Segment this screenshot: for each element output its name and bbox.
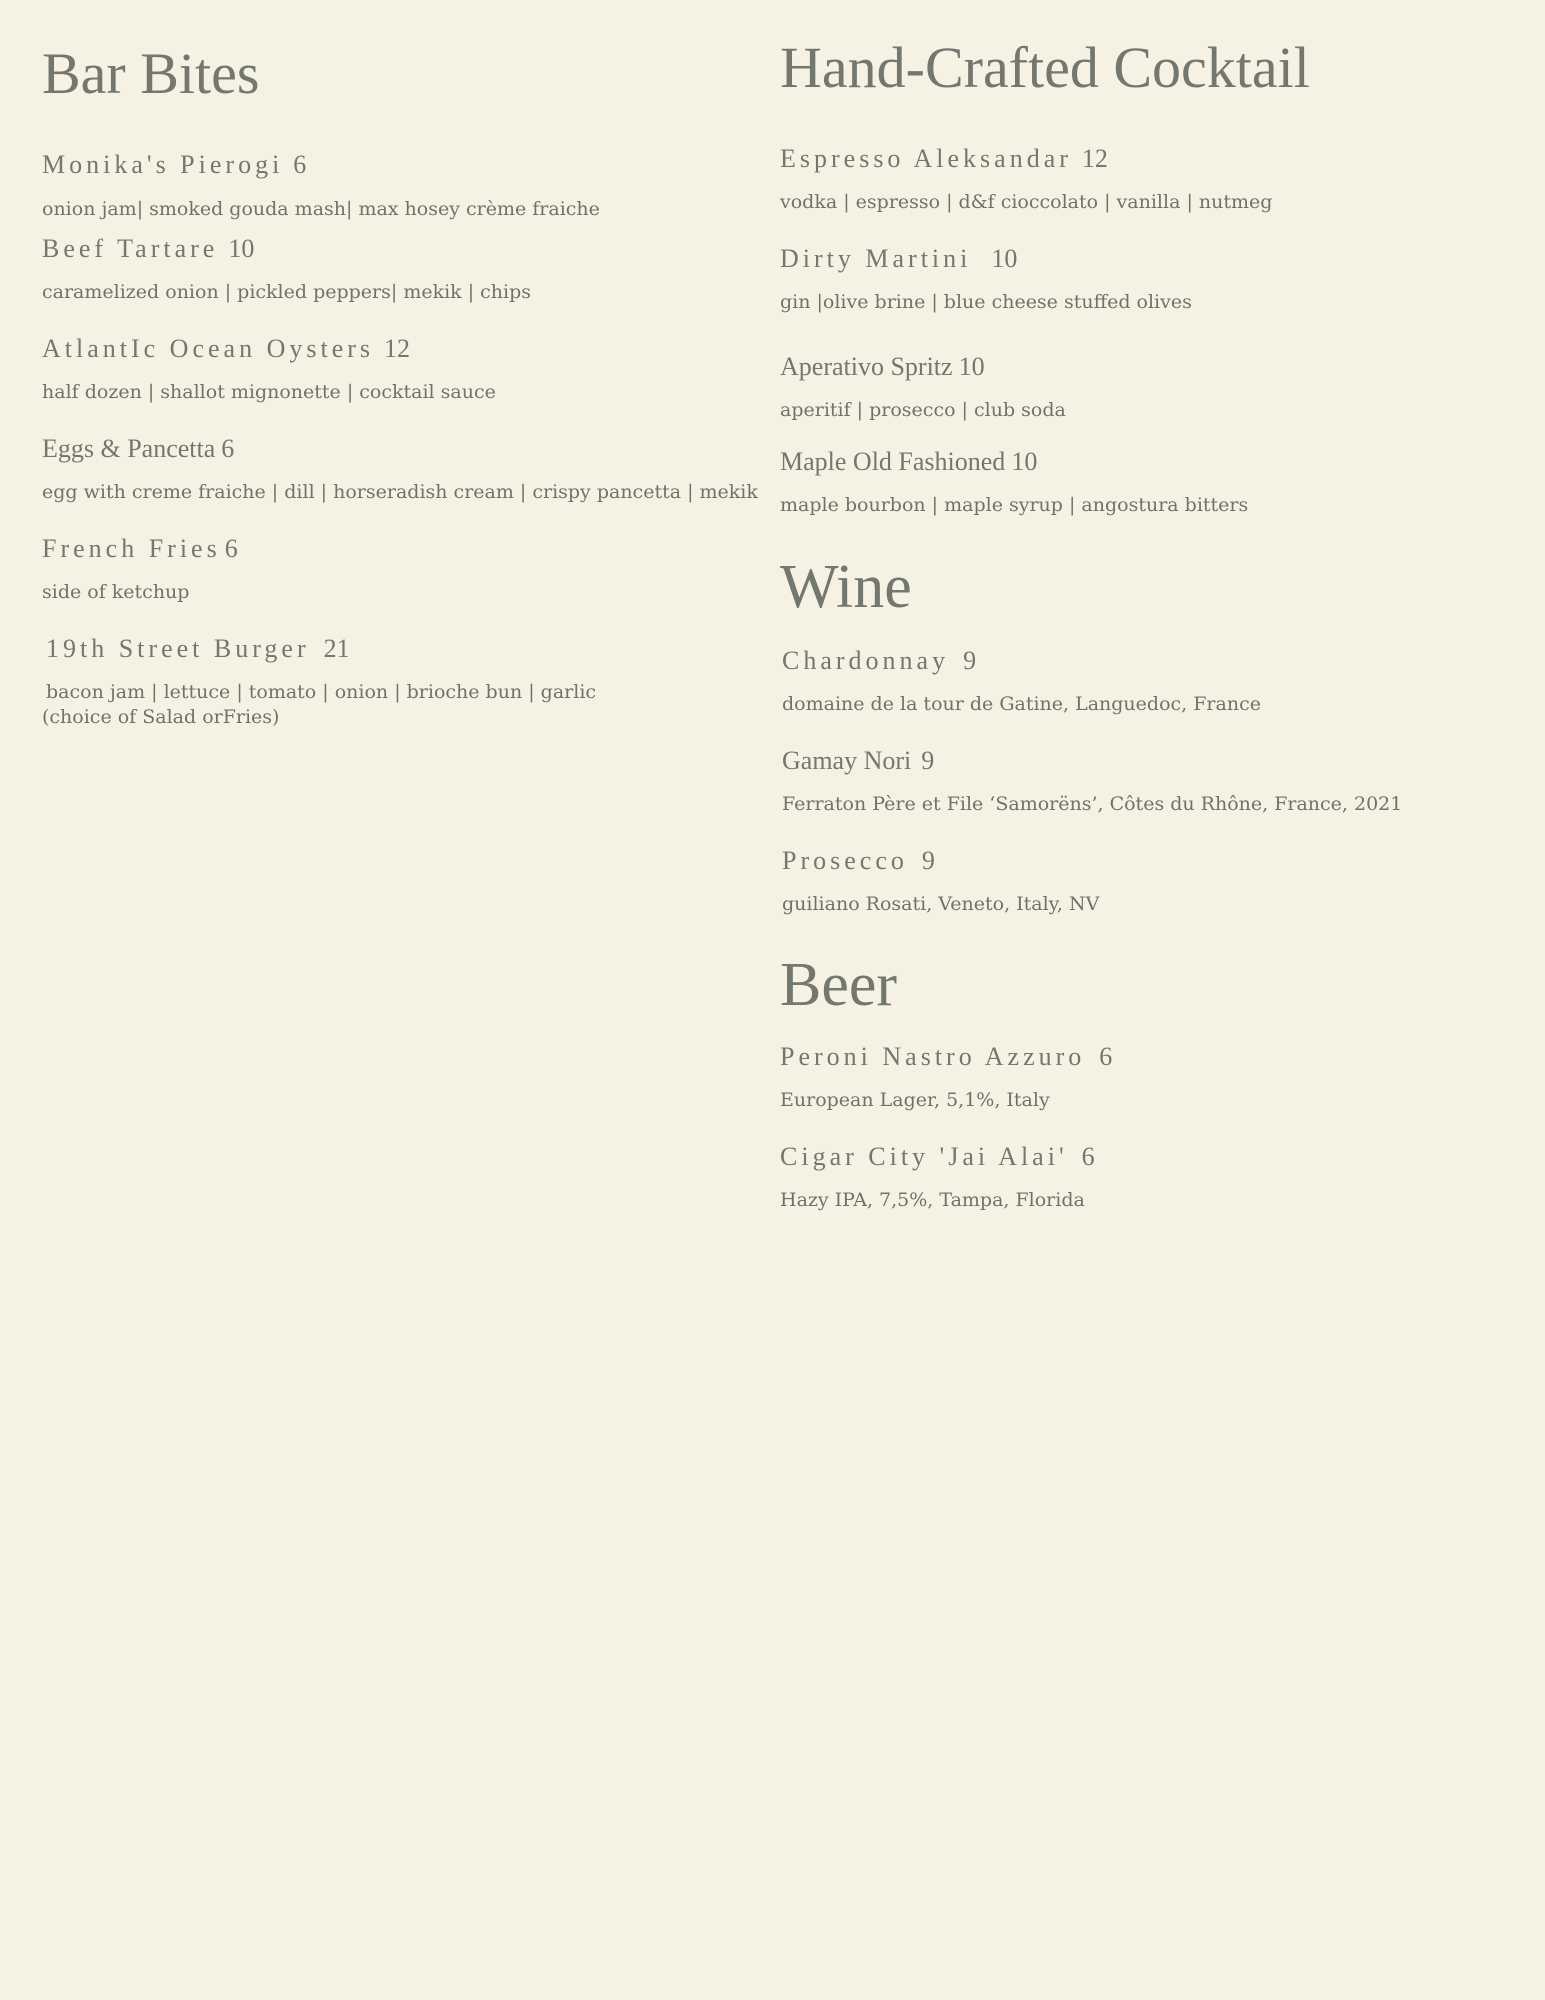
item-name: Monika's Pierogi 6 [42, 150, 307, 179]
item-description: guiliano Rosati, Veneto, Italy, NV [782, 893, 1100, 915]
item-name: 19th Street Burger 21 [46, 634, 350, 663]
item-name: Peroni Nastro Azzuro 6 [780, 1042, 1113, 1071]
item-name: Beef Tartare 10 [42, 234, 255, 263]
item-description: egg with creme fraiche | dill | horseradish cream | crispy pancetta | mekik [42, 481, 758, 503]
item-name: Cigar City 'Jai Alai' 6 [780, 1142, 1095, 1171]
item-description: half dozen | shallot mignonette | cocktail sauce [42, 381, 496, 403]
item-price: 21 [323, 634, 350, 663]
item-description: bacon jam | lettuce | tomato | onion | brioche bun | garlic [46, 681, 597, 703]
beer-title: Beer [780, 951, 898, 1019]
item-price: 10 [991, 244, 1018, 273]
item-name: Chardonnay 9 [782, 646, 977, 675]
item-description: maple bourbon | maple syrup | angostura bitters [780, 494, 1249, 516]
item-description: onion jam| smoked gouda mash| max hosey crème fraiche [42, 198, 600, 220]
item-name: Espresso Aleksandar 12 [780, 144, 1108, 173]
item-price: 9 [921, 846, 935, 875]
item-price: 6 [224, 534, 238, 563]
item-description: vodka | espresso | d&f cioccolato | vanilla | nutmeg [780, 191, 1273, 213]
item-description: domaine de la tour de Gatine, Languedoc, France [782, 693, 1261, 715]
item-price: 6 [293, 150, 307, 179]
item-price: 6 [1081, 1142, 1095, 1171]
item-price: 10 [958, 352, 985, 381]
item-price: 12 [384, 334, 411, 363]
item-price: 9 [963, 646, 977, 675]
item-price: 6 [1099, 1042, 1113, 1071]
cocktails-title: Hand-Crafted Cocktail [780, 35, 1310, 100]
item-name: Gamay Nori 9 [782, 746, 935, 775]
item-description: Ferraton Père et File ‘Samorëns’, Côtes du Rhône, France, 2021 [782, 793, 1403, 815]
item-description: Hazy IPA, 7,5%, Tampa, Florida [780, 1189, 1085, 1211]
item-description: side of ketchup [42, 581, 190, 603]
wine-title: Wine [780, 553, 912, 621]
item-name: Dirty Martini 10 [780, 244, 1018, 273]
item-name: French Fries 6 [42, 534, 238, 563]
item-name: AtlantIc Ocean Oysters 12 [42, 334, 411, 363]
item-price: 10 [228, 234, 255, 263]
item-name: Eggs & Pancetta 6 [42, 434, 235, 463]
item-name: Aperativo Spritz 10 [780, 352, 985, 381]
item-name: Maple Old Fashioned 10 [780, 447, 1038, 476]
item-name: Prosecco 9 [782, 846, 935, 875]
item-description: aperitif | prosecco | club soda [780, 399, 1066, 421]
item-description: European Lager, 5,1%, Italy [780, 1089, 1050, 1111]
item-description: caramelized onion | pickled peppers| mekik | chips [42, 281, 532, 303]
item-description: gin |olive brine | blue cheese stuffed olives [780, 291, 1192, 313]
item-price: 12 [1081, 144, 1108, 173]
item-price: 6 [221, 434, 235, 463]
item-price: 10 [1011, 447, 1038, 476]
item-note: (choice of Salad orFries) [42, 706, 280, 728]
item-price: 9 [921, 746, 935, 775]
bar-bites-title: Bar Bites [42, 41, 260, 106]
